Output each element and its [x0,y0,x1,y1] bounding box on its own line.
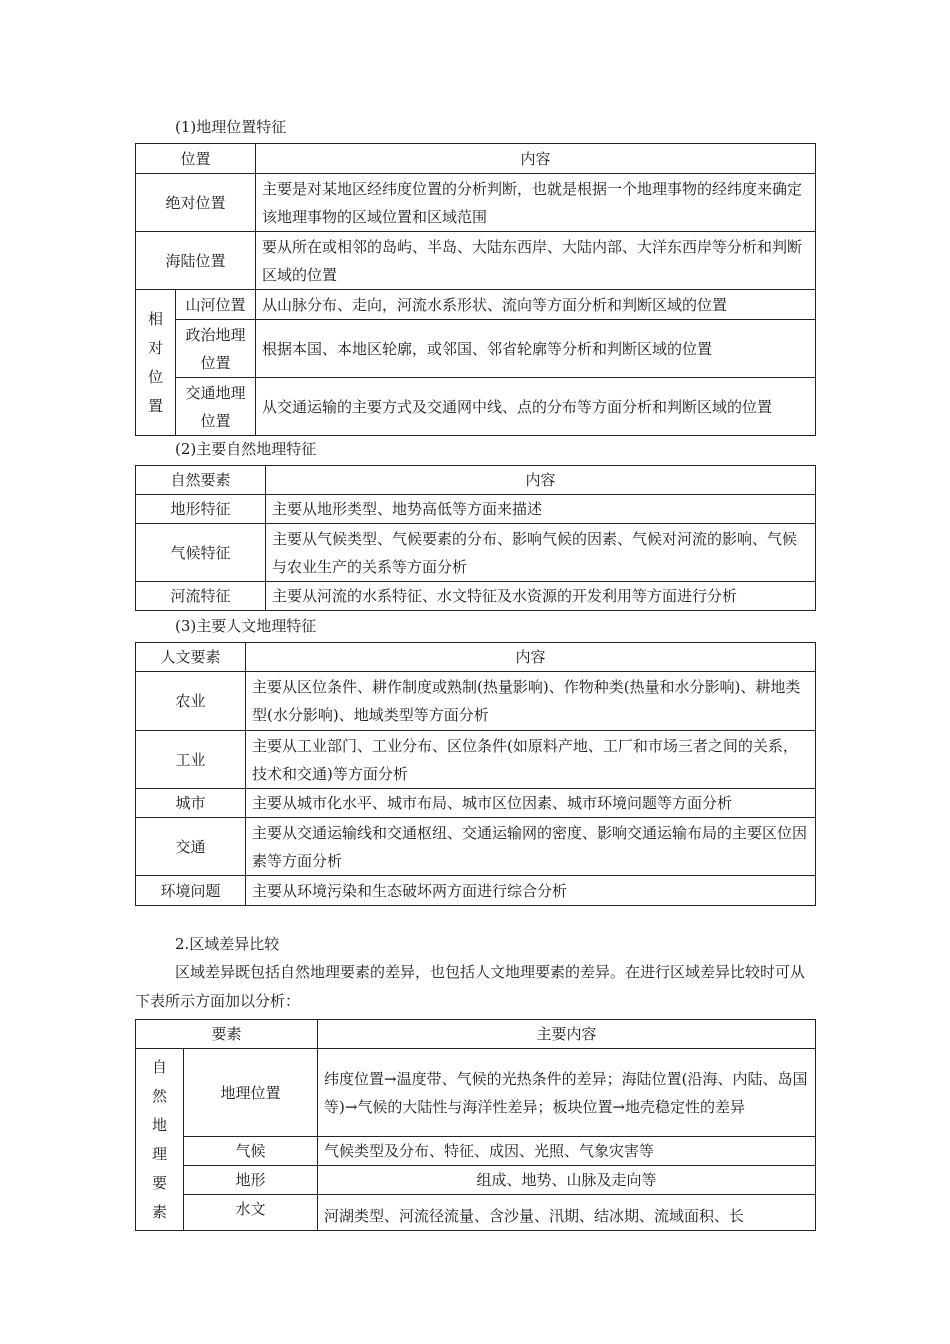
header-human-element: 人文要素 [136,643,246,672]
row-label: 河流特征 [136,582,266,611]
row-label: 政治地理位置 [176,320,256,378]
row-label: 交通 [136,818,246,876]
header-location: 位置 [136,144,256,174]
row-content: 主要从河流的水系特征、水文特征及水资源的开发利用等方面进行分析 [266,582,816,611]
natural-table [135,465,816,611]
header-element: 要素 [136,1020,318,1049]
row-label: 地形 [184,1166,318,1195]
row-label: 水文 [184,1195,318,1231]
row-label: 山河位置 [176,290,256,320]
natural-group-label: 自然地理要素 [136,1049,184,1231]
row-label: 交通地理位置 [176,378,256,436]
row-label: 地形特征 [136,495,266,524]
row-content: 主要从环境污染和生态破坏两方面进行综合分析 [246,876,816,906]
section4-paragraph: 区域差异既包括自然地理要素的差异，也包括人文地理要素的差异。在进行区域差异比较时可从下表所示方面加以分析： [135,963,806,1010]
row-label: 海陆位置 [136,232,256,290]
row-content: 主要从工业部门、工业分布、区位条件(如原料产地、工厂和市场三者之间的关系，技术和交通)等方面分析 [246,731,816,789]
row-content: 气候类型及分布、特征、成因、光照、气象灾害等 [318,1137,816,1166]
section4-heading: 2.区域差异比较 [175,935,280,953]
row-content: 从交通运输的主要方式及交通网中线、点的分布等方面分析和判断区域的位置 [256,378,816,436]
row-label: 绝对位置 [136,174,256,232]
difference-table [135,1019,816,1231]
row-label: 地理位置 [184,1049,318,1137]
human-table [135,642,816,906]
row-label: 工业 [136,731,246,789]
row-content: 主要从气候类型、气候要素的分布、影响气候的因素、气候对河流的影响、气候与农业生产的关系等方面分析 [266,524,816,582]
row-content: 主要从交通运输线和交通枢纽、交通运输网的密度、影响交通运输布局的主要区位因素等方面分析 [246,818,816,876]
row-label: 城市 [136,789,246,818]
row-content: 要从所在或相邻的岛屿、半岛、大陆东西岸、大陆内部、大洋东西岸等分析和判断区域的位置 [256,232,816,290]
header-content: 内容 [256,144,816,174]
row-content: 主要从地形类型、地势高低等方面来描述 [266,495,816,524]
section1-caption: (1)地理位置特征 [175,118,287,136]
header-natural-element: 自然要素 [136,466,266,495]
row-content: 纬度位置→温度带、气候的光热条件的差异；海陆位置(沿海、内陆、岛国等)→气候的大陆性与海洋性差异；板块位置→地壳稳定性的差异 [318,1049,816,1137]
row-content: 从山脉分布、走向，河流水系形状、流向等方面分析和判断区域的位置 [256,290,816,320]
row-content: 主要从区位条件、耕作制度或熟制(热量影响)、作物种类(热量和水分影响)、耕地类型(水分影响)、地域类型等方面分析 [246,672,816,731]
section2-caption: (2)主要自然地理特征 [175,440,317,458]
row-content: 主要是对某地区经纬度位置的分析判断，也就是根据一个地理事物的经纬度来确定该地理事物的区域位置和区域范围 [256,174,816,232]
row-label: 气候特征 [136,524,266,582]
location-table [135,143,816,436]
row-label: 环境问题 [136,876,246,906]
relative-group-label: 相对位置 [136,290,176,436]
row-label: 农业 [136,672,246,731]
header-content: 内容 [266,466,816,495]
row-label: 气候 [184,1137,318,1166]
section3-caption: (3)主要人文地理特征 [175,617,317,635]
row-content: 组成、地势、山脉及走向等 [318,1166,816,1195]
row-content: 主要从城市化水平、城市布局、城市区位因素、城市环境问题等方面分析 [246,789,816,818]
header-main-content: 主要内容 [318,1020,816,1049]
header-content: 内容 [246,643,816,672]
row-content: 河湖类型、河流径流量、含沙量、汛期、结冰期、流域面积、长 [318,1195,816,1231]
row-content: 根据本国、本地区轮廓，或邻国、邻省轮廓等分析和判断区域的位置 [256,320,816,378]
